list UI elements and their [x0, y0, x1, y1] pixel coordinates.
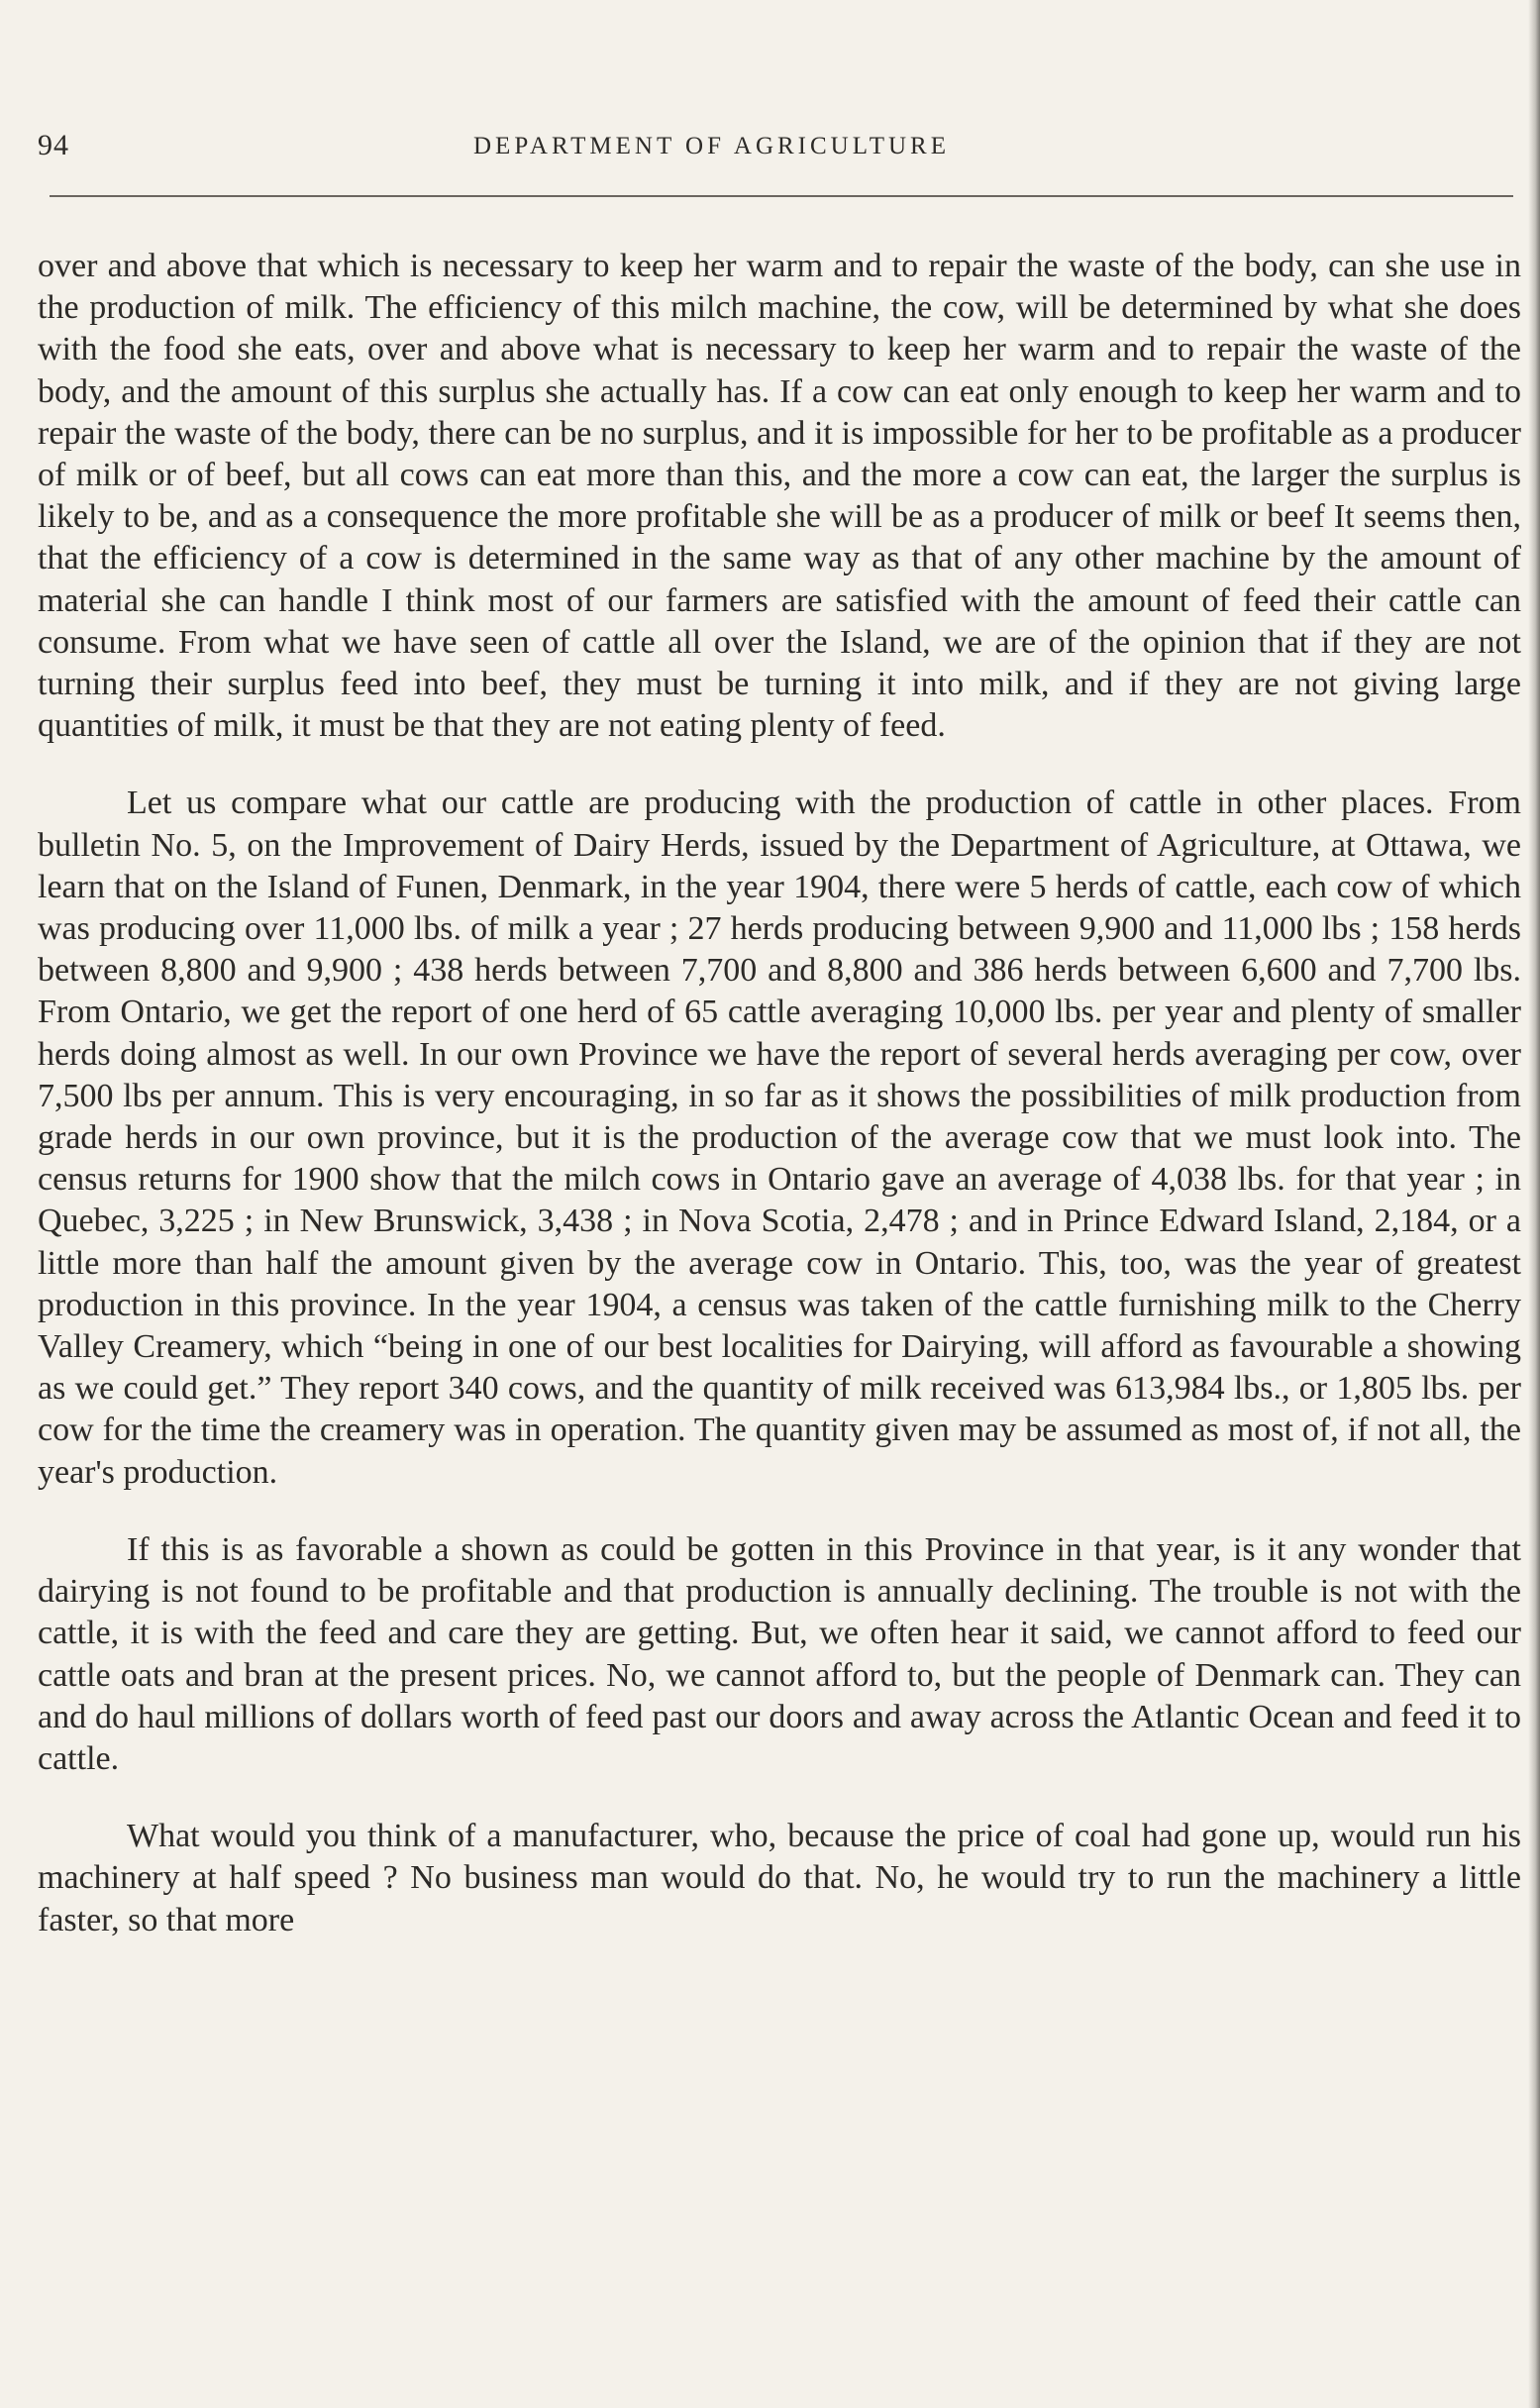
page-edge-shadow [1528, 0, 1540, 2408]
page-number: 94 [38, 129, 69, 161]
header-rule [50, 195, 1513, 197]
paragraph-comparison: Let us compare what our cattle are producing with the production of cattle in other places. From bulletin No. 5, on the Improvement of Dairy Herds, issued by the Department of Agriculture, at Ottawa, we learn that on the Island of Funen, Denmark, in the year 1904, there were 5 herds of cattle, each cow of which was producing over 11,000 lbs. of milk a year ; 27 herds producing between 9,900 and 11,000 lbs ; 158 herds between 8,800 and 9,900 ; 438 herds between 7,700 and 8,800 and 386 herds between 6,600 and 7,700 lbs. From Ontario, we get the report of one herd of 65 cattle averaging 10,000 lbs. per year and plenty of smaller herds doing almost as well. In our own Province we have the report of several herds averaging per cow, over 7,500 lbs per annum. This is very encouraging, in so far as it shows the possibilities of milk production from grade herds in our own province, but it is the production of the average cow that we must look into. The census returns for 1900 show that the milch cows in Ontario gave an average of 4,038 lbs. for that year ; in Quebec, 3,225 ; in New Brunswick, 3,438 ; in Nova Scotia, 2,478 ; and in Prince Edward Island, 2,184, or a little more than half the amount given by the average cow in Ontario. This, too, was the year of greatest production in this province. In the year 1904, a census was taken of the cattle furnishing milk to the Cherry Valley Creamery, which “being in one of our best localities for Dairying, will afford as favourable a showing as we could get.” They report 340 cows, and the quantity of milk received was 613,984 lbs., or 1,805 lbs. per cow for the time the creamery was in operation. The quantity given may be assumed as most of, if not all, the year's production. [38, 785, 1521, 1491]
paragraph-continued: over and above that which is necessary to keep her warm and to repair the waste of the body, can she use in the production of milk. The efficiency of this milch machine, the cow, will be determined by what she does with the food she eats, over and above what is necessary to keep her warm and to repair the waste of the body, and the amount of this surplus she actually has. If a cow can eat only enough to keep her warm and to repair the waste of the body, there can be no surplus, and it is impossible for her to be profitable as a producer of milk or of beef, but all cows can eat more than this, and the more a cow can eat, the larger the surplus is likely to be, and as a consequence the more profitable she will be as a producer of milk or beef It seems then, that the efficiency of a cow is determined in the same way as that of any other machine by the amount of material she can handle I think most of our farmers are satisfied with the amount of feed their cattle can consume. From what we have seen of cattle all over the Island, we are of the opinion that if they are not turning their surplus feed into beef, they must be turning it into milk, and if they are not giving large quantities of milk, it must be that they are not eating plenty of feed. [38, 248, 1521, 745]
running-head: DEPARTMENT OF AGRICULTURE [473, 133, 950, 159]
paragraph-manufacturer: What would you think of a manufacturer, who, because the price of coal had gone up, would run his machinery at half speed ? No business man would do that. No, he would try to run the machinery a little faster, so that more [38, 1818, 1521, 1938]
body-text [38, 246, 1521, 1941]
page-header [38, 129, 1523, 168]
paragraph-favorable: If this is as favorable a shown as could be gotten in this Province in that year, is it any wonder that dairying is not found to be profitable and that production is annually declining. The trouble is not with the cattle, it is with the feed and care they are getting. But, we often hear it said, we cannot afford to feed our cattle oats and bran at the present prices. No, we cannot afford to, but the people of Denmark can. They can and do haul millions of dollars worth of feed past our doors and away across the Atlantic Ocean and feed it to cattle. [38, 1530, 1521, 1777]
